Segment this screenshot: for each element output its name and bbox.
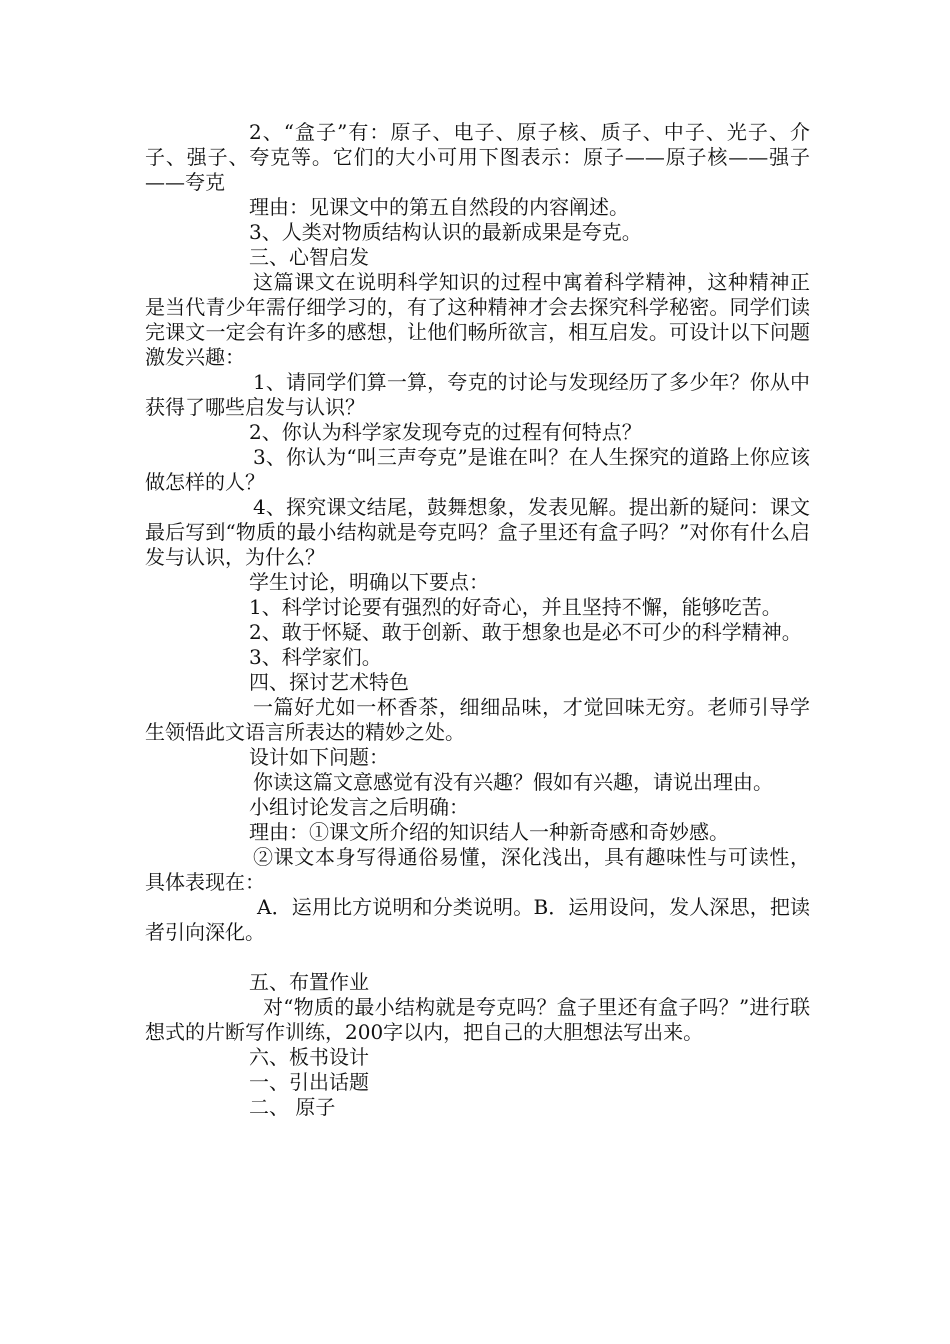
paragraph: 3、你认为“叫三声夸克”是谁在叫？在人生探究的道路上你应该做怎样的人？ bbox=[145, 445, 810, 494]
paragraph: 对“物质的最小结构就是夸克吗？盒子里还有盒子吗？”进行联想式的片断写作训练，200字以内，把自己的大胆想法写出来。 bbox=[145, 995, 810, 1044]
section-heading: 三、心智启发 bbox=[249, 245, 369, 269]
section-heading: 六、板书设计 bbox=[249, 1045, 369, 1069]
paragraph: 小组讨论发言之后明确： bbox=[249, 795, 469, 819]
paragraph: 3、科学家们。 bbox=[249, 645, 382, 669]
paragraph: ②课文本身写得通俗易懂，深化浅出，具有趣味性与可读性，具体表现在： bbox=[145, 845, 810, 894]
paragraph: 3、人类对物质结构认识的最新成果是夸克。 bbox=[249, 220, 642, 244]
paragraph: 理由：见课文中的第五自然段的内容阐述。 bbox=[249, 195, 629, 219]
paragraph: 1、科学讨论要有强烈的好奇心，并且坚持不懈，能够吃苦。 bbox=[249, 595, 782, 619]
paragraph: 二、 原子 bbox=[249, 1095, 336, 1119]
paragraph: 1、请同学们算一算，夸克的讨论与发现经历了多少年？你从中获得了哪些启发与认识？ bbox=[145, 370, 810, 419]
section-heading: 四、探讨艺术特色 bbox=[249, 670, 409, 694]
section-heading: 五、布置作业 bbox=[249, 970, 369, 994]
paragraph: 一篇好尤如一杯香茶，细细品味，才觉回味无穷。老师引导学生领悟此文语言所表达的精妙之处。 bbox=[145, 695, 810, 744]
paragraph: 学生讨论，明确以下要点： bbox=[249, 570, 489, 594]
paragraph: A．运用比方说明和分类说明。B．运用设问，发人深思，把读者引向深化。 bbox=[145, 895, 810, 944]
paragraph: 你读这篇文意感觉有没有兴趣？假如有兴趣，请说出理由。 bbox=[253, 770, 773, 794]
paragraph: 2、敢于怀疑、敢于创新、敢于想象也是必不可少的科学精神。 bbox=[249, 620, 802, 644]
paragraph: 一、引出话题 bbox=[249, 1070, 369, 1094]
blank-line bbox=[145, 945, 810, 970]
document-body bbox=[145, 120, 810, 1120]
paragraph: 理由：①课文所介绍的知识结人一种新奇感和奇妙感。 bbox=[249, 820, 729, 844]
paragraph: 2、“盒子”有：原子、电子、原子核、质子、中子、光子、介子、强子、夸克等。它们的大小可用下图表示：原子——原子核——强子——夸克 bbox=[145, 120, 810, 194]
paragraph: 这篇课文在说明科学知识的过程中寓着科学精神，这种精神正是当代青少年需仔细学习的，有了这种精神才会去探究科学秘密。同学们读完课文一定会有许多的感想，让他们畅所欲言，相互启发。可设计以下问题激发兴趣： bbox=[145, 270, 810, 369]
paragraph: 设计如下问题： bbox=[249, 745, 389, 769]
paragraph: 2、你认为科学家发现夸克的过程有何特点？ bbox=[249, 420, 642, 444]
paragraph: 4、探究课文结尾，鼓舞想象，发表见解。提出新的疑问：课文最后写到“物质的最小结构就是夸克吗？盒子里还有盒子吗？”对你有什么启发与认识，为什么？ bbox=[145, 495, 810, 569]
